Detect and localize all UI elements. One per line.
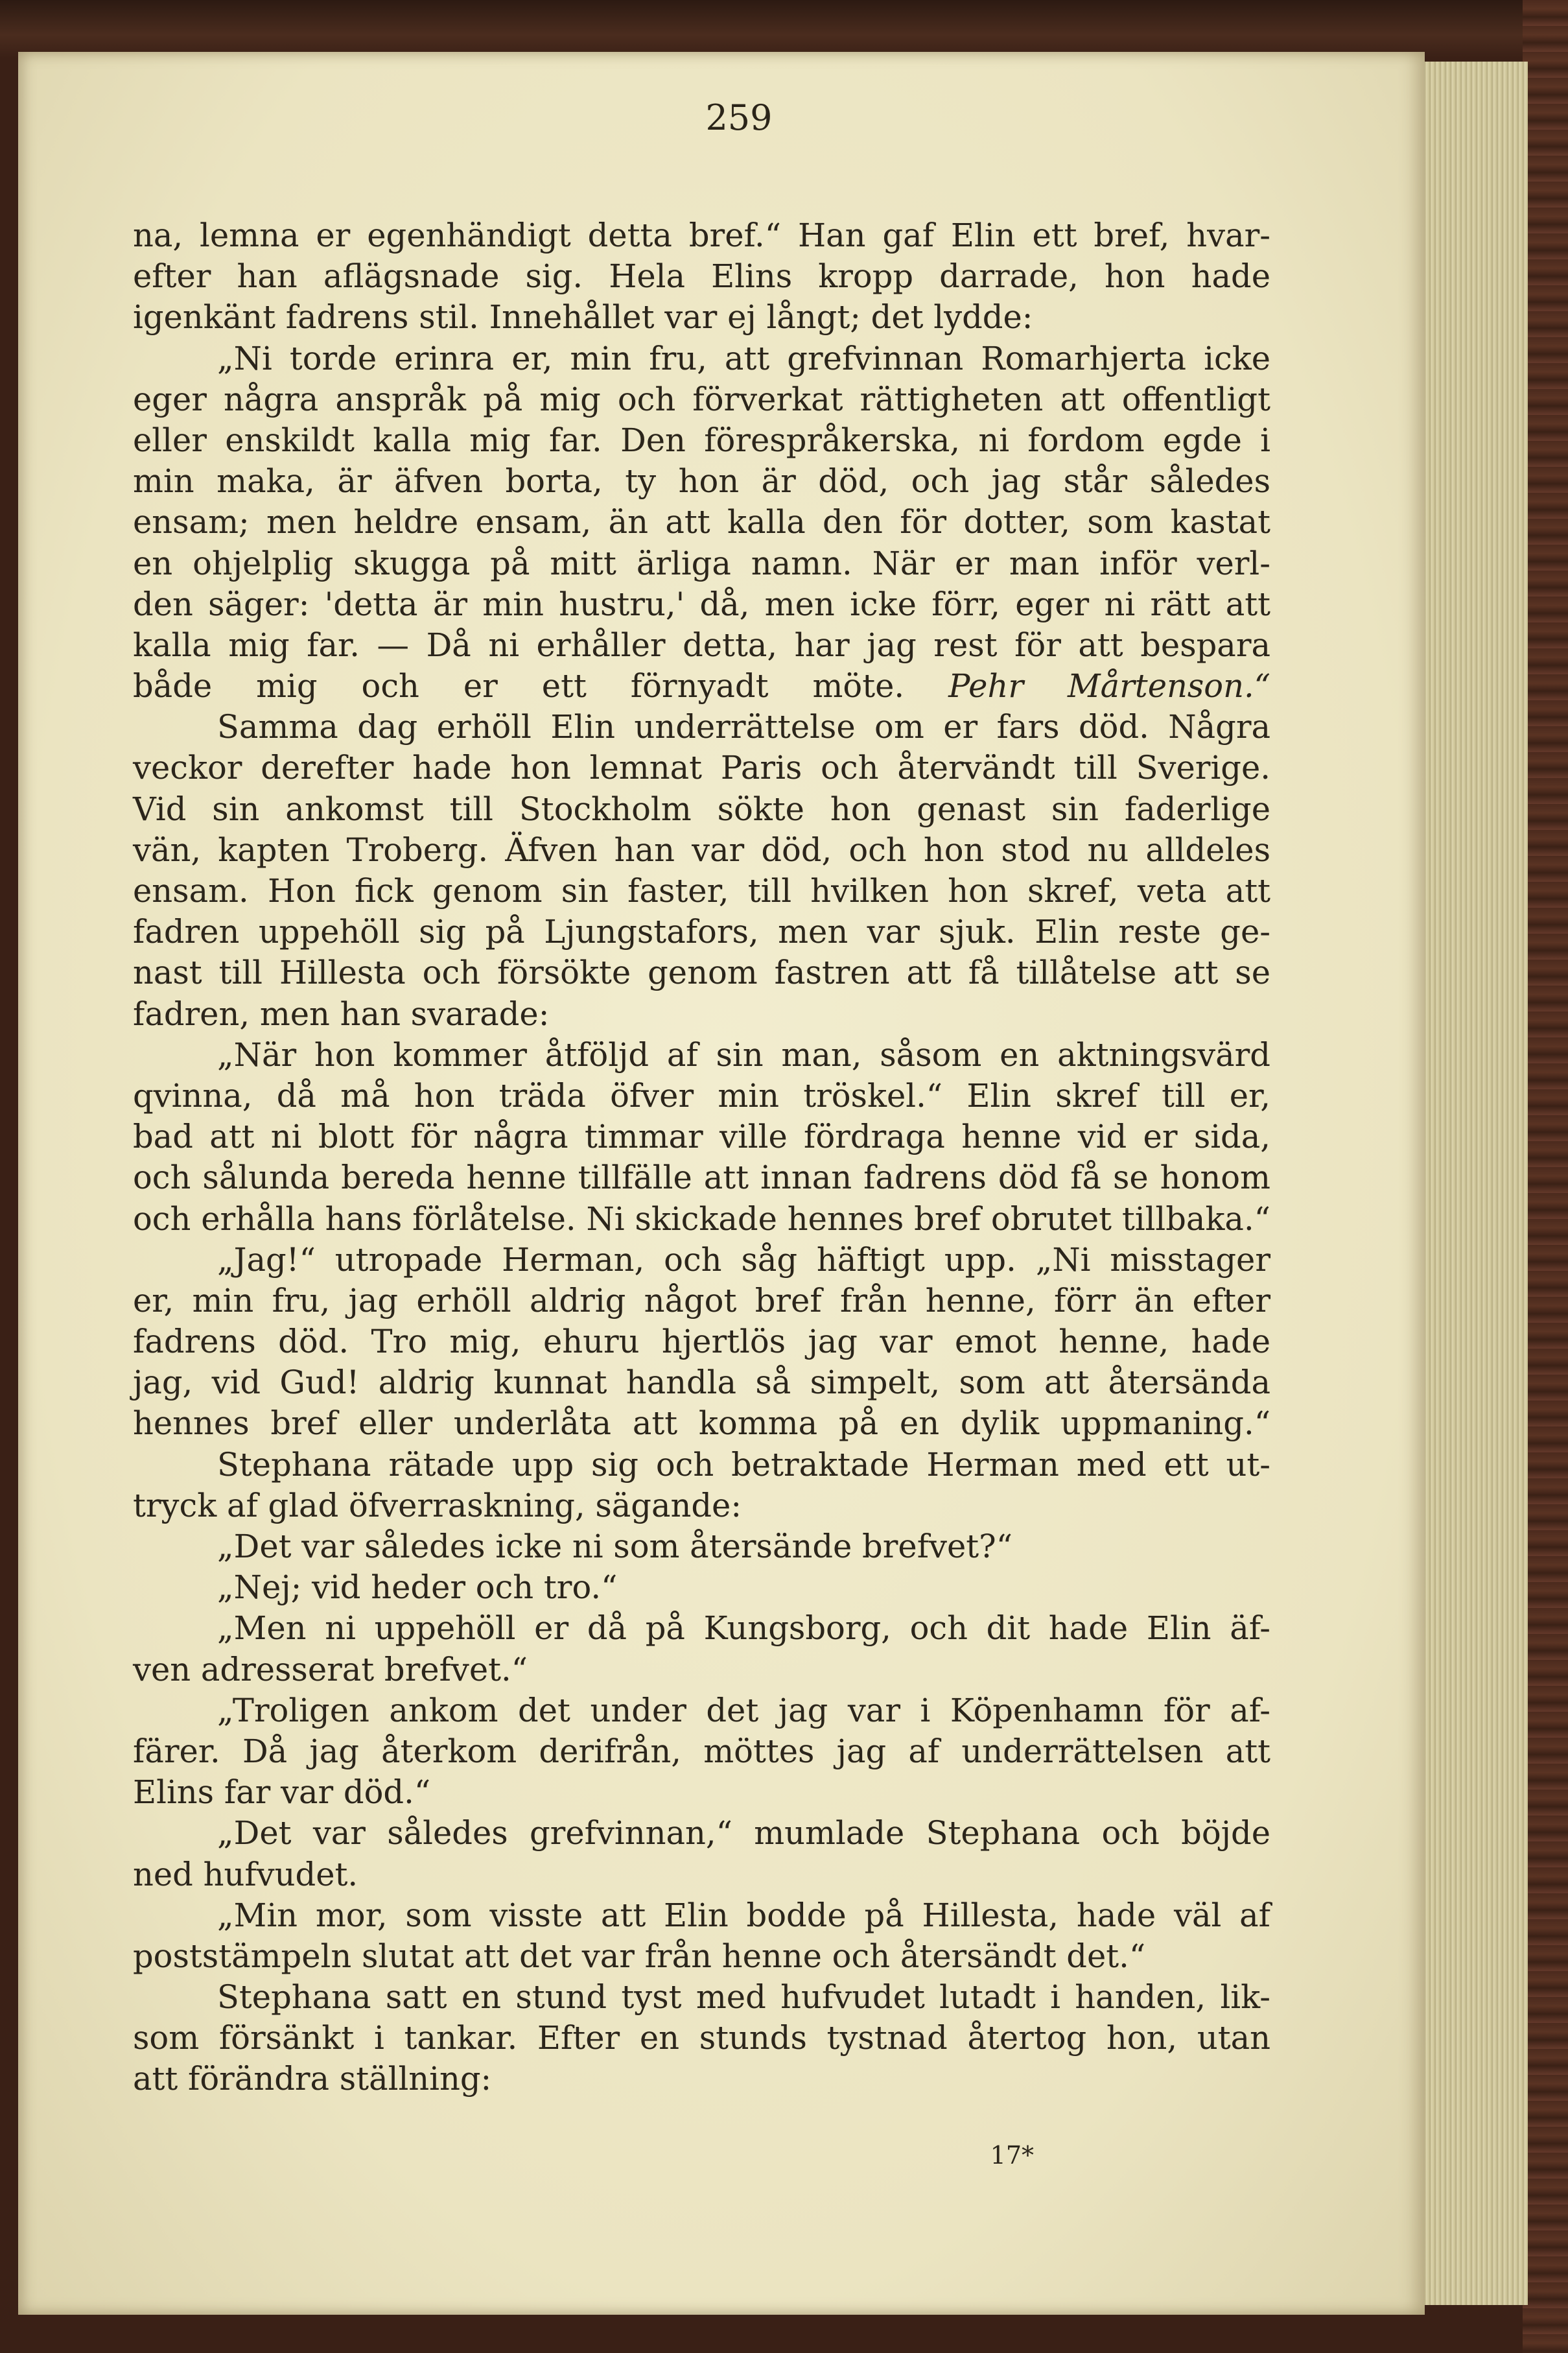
text-line-content: fadrens död. Tro mig, ehuru hjertlös jag var emot henne, hade — [133, 1323, 1270, 1361]
text-line-content: poststämpeln slutat att det var från henne och återsändt det.“ — [133, 1937, 1146, 1975]
text-line-content: och sålunda bereda henne tillfälle att innan fadrens död få se honom — [133, 1159, 1270, 1197]
text-line — [133, 1362, 1270, 1403]
text-line-content: ned hufvudet. — [133, 1855, 358, 1893]
text-line-content: vän, kapten Troberg. Äfven han var död, och hon stod nu alldeles — [133, 831, 1270, 869]
text-line-content: hennes bref eller underlåta att komma på en dylik uppmaning.“ — [133, 1404, 1270, 1443]
text-line-content: „Min mor, som visste att Elin bodde på Hillesta, hade väl af — [217, 1896, 1270, 1934]
text-line — [133, 1117, 1270, 1157]
text-line-content: och erhålla hans förlåtelse. Ni skickade hennes bref obrutet tillbaka.“ — [133, 1200, 1270, 1238]
text-line — [133, 215, 1270, 256]
text-line-content: eger några anspråk på mig och förverkat rättigheten att offentligt — [133, 380, 1270, 418]
text-line — [133, 1281, 1270, 1321]
text-line-content: kalla mig far. — Då ni erhåller detta, har jag rest för att bespara — [133, 626, 1270, 664]
text-line-content: att förändra ställning: — [133, 2060, 492, 2098]
text-line-content: na, lemna er egenhändigt detta bref.“ Han gaf Elin ett bref, hvar- — [133, 217, 1270, 254]
text-line-content: „När hon kommer åtföljd af sin man, såsom en aktningsvärd — [217, 1035, 1270, 1074]
text-line-content: fadren, men han svarade: — [133, 995, 550, 1033]
text-line — [133, 502, 1270, 543]
text-line-content: eller enskildt kalla mig far. Den förespråkerska, ni fordom egde i — [133, 421, 1270, 459]
text-line-content: „Jag!“ utropade Herman, och såg häftigt upp. „Ni misstager — [217, 1240, 1270, 1279]
text-line — [133, 1567, 1270, 1608]
text-line — [133, 1813, 1270, 1854]
text-line — [133, 625, 1270, 666]
text-line — [133, 830, 1270, 871]
text-line-content: „Men ni uppehöll er då på Kungsborg, och dit hade Elin äf- — [217, 1609, 1270, 1648]
text-line — [133, 256, 1270, 297]
text-line — [133, 789, 1270, 830]
text-line — [133, 584, 1270, 625]
text-line — [133, 420, 1270, 461]
text-line — [133, 1076, 1270, 1117]
text-line — [133, 1526, 1270, 1567]
text-line-content: Elins far var död.“ — [133, 1773, 431, 1812]
text-line — [133, 1035, 1270, 1076]
text-line-content: igenkänt fadrens stil. Innehållet var ej långt; det lydde: — [133, 298, 1033, 337]
text-line — [133, 461, 1270, 502]
text-line — [133, 1485, 1270, 1526]
text-line-content: „Troligen ankom det under det jag var i Köpenhamn för af- — [217, 1691, 1270, 1729]
text-line-content: Vid sin ankomst till Stockholm sökte hon genast sin faderlige — [133, 790, 1270, 828]
text-line-content: en ohjelplig skugga på mitt ärliga namn. När er man inför verl- — [133, 544, 1270, 582]
text-line-content: den säger: 'detta är min hustru,' då, men icke förr, eger ni rätt att — [133, 585, 1270, 623]
text-line-content: min maka, är äfven borta, ty hon är död, och jag står således — [133, 462, 1270, 501]
text-line — [133, 1895, 1270, 1936]
text-line-content: fadren uppehöll sig på Ljungstafors, men var sjuk. Elin reste ge- — [133, 913, 1270, 951]
text-line — [133, 543, 1270, 584]
text-line — [133, 707, 1270, 748]
text-line — [133, 1854, 1270, 1895]
book-cover-top — [0, 0, 1568, 58]
text-line-content: „Det var således icke ni som återsände brefvet?“ — [217, 1528, 1013, 1565]
text-line-content: er, min fru, jag erhöll aldrig något bref från henne, förr än efter — [133, 1281, 1270, 1319]
text-line-content: färer. Då jag återkom derifrån, möttes jag af underrättelsen att — [133, 1732, 1270, 1770]
text-line-content: ensam. Hon fick genom sin faster, till hvilken hon skref, veta att — [133, 872, 1270, 910]
text-line — [133, 2018, 1270, 2059]
text-line — [133, 1649, 1270, 1690]
body-text — [133, 215, 1270, 2100]
text-line — [133, 2059, 1270, 2099]
text-line — [133, 748, 1270, 788]
letter-signature: Pehr Mårtenson.“ — [948, 667, 1270, 705]
text-line-content: nast till Hillesta och försökte genom fastren att få tillåtelse att se — [133, 954, 1270, 992]
text-line-content: veckor derefter hade hon lemnat Paris och återvändt till Sverige. — [133, 749, 1270, 787]
text-line-content: Stephana satt en stund tyst med hufvudet lutadt i handen, lik- — [217, 1978, 1270, 2016]
text-line — [133, 666, 1270, 707]
text-line — [133, 1731, 1270, 1772]
text-line — [133, 379, 1270, 420]
text-line-content: „Nej; vid heder och tro.“ — [217, 1568, 618, 1607]
text-line — [133, 952, 1270, 993]
text-line-content: ven adresserat brefvet.“ — [133, 1650, 528, 1688]
text-line — [133, 1772, 1270, 1813]
text-line-content: både mig och er ett förnyadt möte. — [133, 667, 905, 705]
text-line — [133, 1608, 1270, 1649]
text-line — [133, 1199, 1270, 1240]
text-line — [133, 1445, 1270, 1485]
text-line — [133, 1690, 1270, 1731]
text-line-content: jag, vid Gud! aldrig kunnat handla så simpelt, som att återsända — [133, 1364, 1270, 1402]
text-line-content: tryck af glad öfverraskning, sägande: — [133, 1486, 742, 1524]
text-line — [133, 1157, 1270, 1198]
text-line — [133, 912, 1270, 952]
page-edges — [1410, 62, 1528, 2305]
text-line-content: „Ni torde erinra er, min fru, att grefvinnan Romarhjerta icke — [217, 339, 1270, 377]
text-line-content: som försänkt i tankar. Efter en stunds tystnad återtog hon, utan — [133, 2019, 1270, 2057]
text-line-content: qvinna, då må hon träda öfver min tröskel.“ Elin skref till er, — [133, 1076, 1270, 1115]
text-line — [133, 1403, 1270, 1444]
text-line-content: Stephana rätade upp sig och betraktade Herman med ett ut- — [217, 1445, 1270, 1484]
signature-mark: 17* — [990, 2141, 1034, 2170]
text-line — [133, 1977, 1270, 2018]
page-number: 259 — [705, 97, 773, 138]
text-line-content: Samma dag erhöll Elin underrättelse om er fars död. Några — [217, 708, 1270, 746]
text-line — [133, 338, 1270, 379]
text-line — [133, 1936, 1270, 1977]
text-line — [133, 994, 1270, 1035]
text-line-content: efter han aflägsnade sig. Hela Elins kropp darrade, hon hade — [133, 257, 1270, 296]
text-line — [133, 871, 1270, 912]
text-line — [133, 297, 1270, 338]
text-line — [133, 1321, 1270, 1362]
text-line-content: bad att ni blott för några timmar ville fördraga henne vid er sida, — [133, 1118, 1270, 1156]
text-line-content: ensam; men heldre ensam, än att kalla den för dotter, som kastat — [133, 503, 1270, 541]
text-line-content: „Det var således grefvinnan,“ mumlade Stephana och böjde — [217, 1814, 1270, 1852]
book-cover-spine — [1523, 0, 1568, 2353]
text-line — [133, 1240, 1270, 1281]
